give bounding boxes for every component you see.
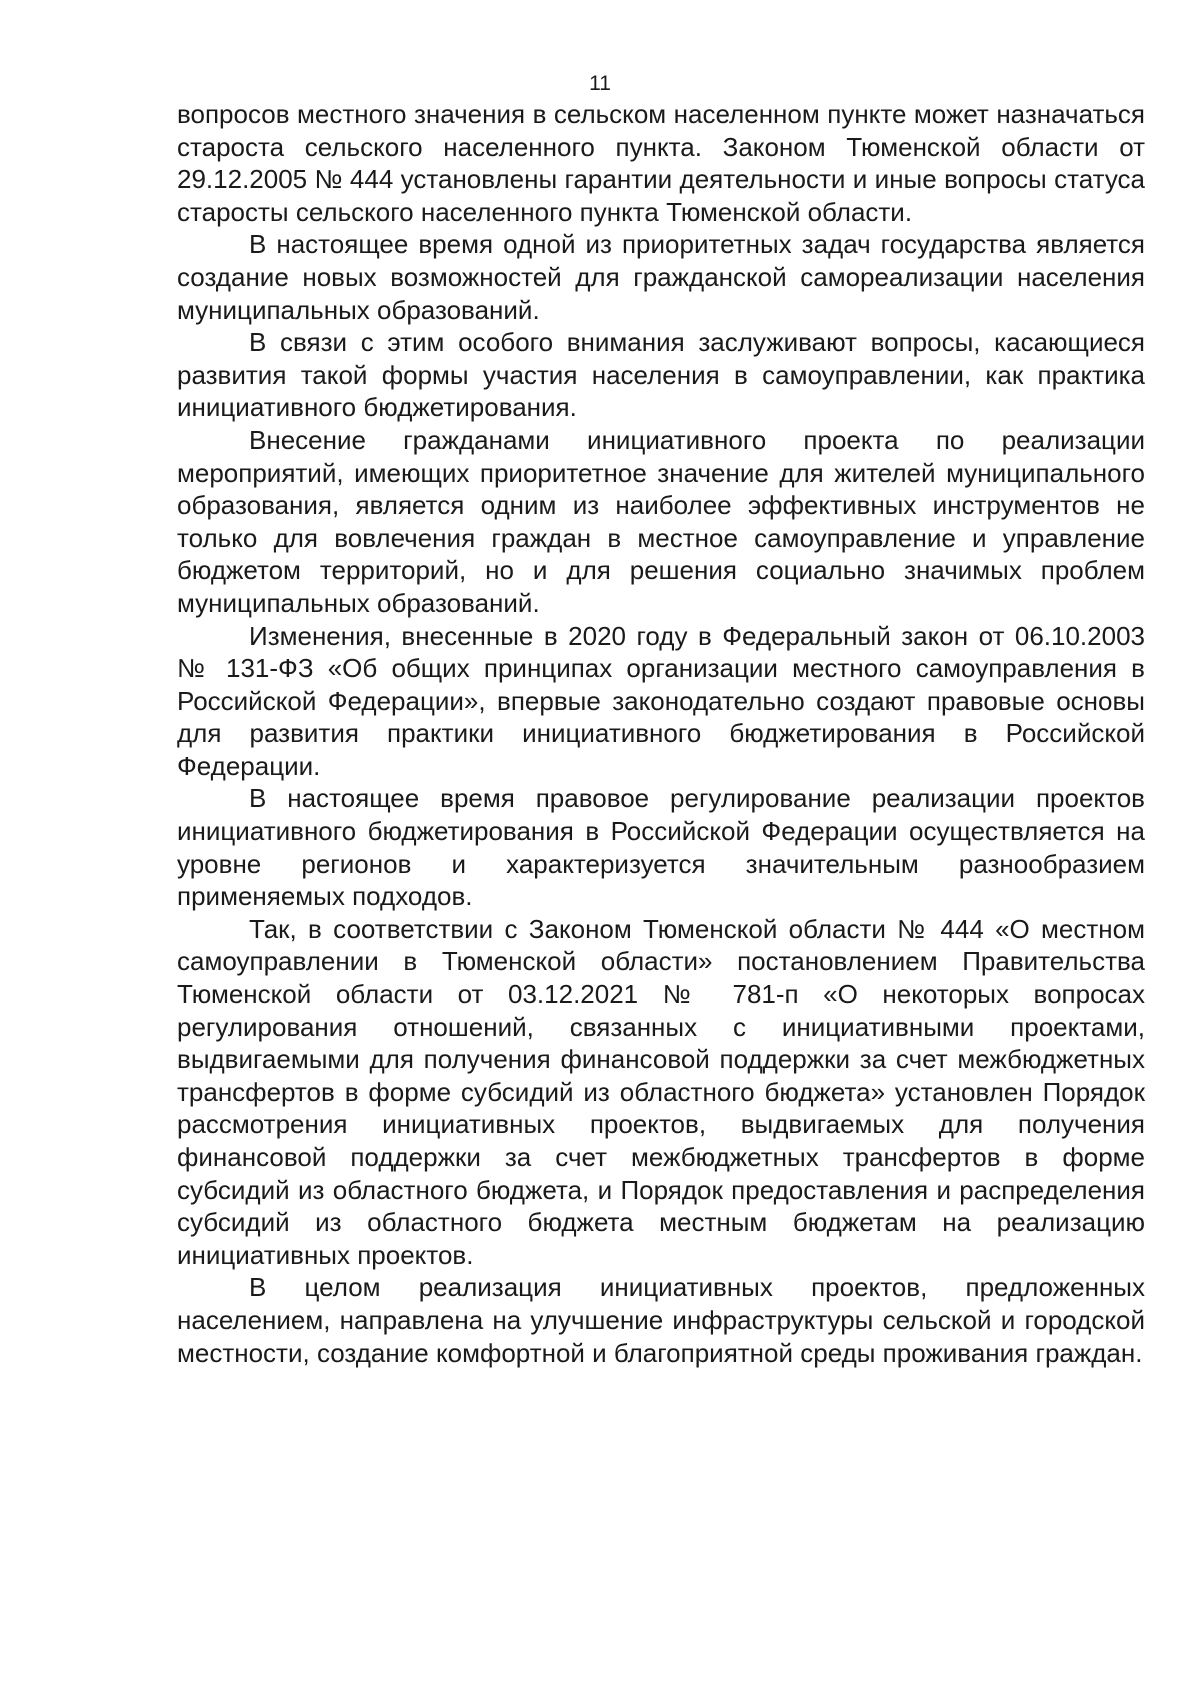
paragraph-3: В связи с этим особого внимания заслуживают вопросы, касающиеся развития такой формы участия населения в самоуправлении, как практика инициативного бюджетирования. xyxy=(177,327,1145,423)
paragraph-8: В целом реализация инициативных проектов, предложенных населением, направлена на улучшение инфраструктуры сельской и городской местности, создание комфортной и благоприятной среды проживания граждан. xyxy=(177,1272,1145,1368)
document-body xyxy=(177,98,1145,1369)
paragraph-5: Изменения, внесенные в 2020 году в Федеральный закон от 06.10.2003 № 131-ФЗ «Об общих принципах организации местного самоуправления в Российской Федерации», впервые законодательно создают правовые основы для развития практики инициативного бюджетирования в Российской Федерации. xyxy=(177,620,1145,781)
paragraph-2: В настоящее время одной из приоритетных задач государства является создание новых возможностей для гражданской самореализации населения муниципальных образований. xyxy=(177,229,1145,325)
paragraph-7: Так, в соответствии с Законом Тюменской области № 444 «О местном самоуправлении в Тюменской области» постановлением Правительства Тюменской области от 03.12.2021 № 781-п «О некоторых вопросах регулирования отношений, связанных с инициативными проектами, выдвигаемыми для получения финансовой поддержки за счет межбюджетных трансфертов в форме субсидий из областного бюджета» установлен Порядок рассмотрения инициативных проектов, выдвигаемых для получения финансовой поддержки за счет межбюджетных трансфертов в форме субсидий из областного бюджета, и Порядок предоставления и распределения субсидий из областного бюджета местным бюджетам на реализацию инициативных проектов. xyxy=(177,913,1145,1270)
paragraph-6: В настоящее время правовое регулирование реализации проектов инициативного бюджетирования в Российской Федерации осуществляется на уровне регионов и характеризуется значительным разнообразием применяемых подходов. xyxy=(177,783,1145,912)
page-number: 11 xyxy=(589,72,611,95)
paragraph-4: Внесение гражданами инициативного проекта по реализации мероприятий, имеющих приоритетное значение для жителей муниципального образования, является одним из наиболее эффективных инструментов не только для вовлечения граждан в местное самоуправление и управление бюджетом территорий, но и для решения социально значимых проблем муниципальных образований. xyxy=(177,424,1145,618)
paragraph-1: вопросов местного значения в сельском населенном пункте может назначаться староста сельского населенного пункта. Законом Тюменской области от 29.12.2005 № 444 установлены гарантии деятельности и иные вопросы статуса старосты сельского населенного пункта Тюменской области. xyxy=(177,99,1145,227)
